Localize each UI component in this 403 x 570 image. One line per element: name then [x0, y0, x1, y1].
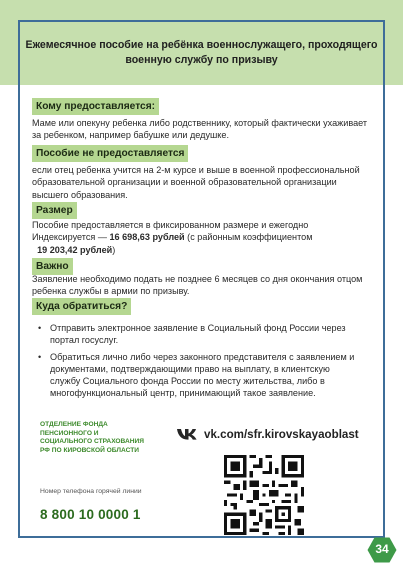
- heading-not-provided: Пособие не предоставляется: [32, 145, 188, 162]
- heading-who: Кому предоставляется:: [32, 98, 159, 115]
- text-who: Маме или опекуну ребенка либо родственнику, который фактически ухаживает за ребенком, например бабушке или дедушке.: [32, 118, 368, 141]
- title-box: [20, 22, 383, 83]
- heading-important: Важно: [32, 258, 73, 275]
- qr-code: [224, 455, 304, 535]
- hotline-label: Номер телефона горячей линии: [40, 488, 142, 495]
- vk-link[interactable]: vk.com/sfr.kirovskayaoblast: [204, 427, 359, 441]
- vk-link-row[interactable]: [176, 427, 359, 441]
- text-important: Заявление необходимо подать не позднее 6 месяцев со дня окончания отцом ребенка службы в армии по призыву.: [32, 274, 363, 297]
- vk-logo-icon: [176, 427, 198, 441]
- amount-regional-value: 19 203,42 рублей: [37, 244, 113, 255]
- text-not-provided: если отец ребенка учится на 2-м курсе и выше в военной профессиональной образовательной организации и военной образовательной организации высшего образования.: [32, 165, 360, 200]
- hotline-number[interactable]: 8 800 10 0000 1: [40, 507, 141, 522]
- list-item: • Обратиться лично либо через законного представителя с заявлением и документами, подтверждающими право на выплату, в клиентскую службу Социального фонда России по месту жительства, либо в многофункциональный центр, принимающий такое заявление.: [38, 351, 358, 400]
- where-list: [38, 322, 358, 404]
- heading-where: Куда обратиться?: [32, 298, 131, 315]
- org-name: ОТДЕЛЕНИЕ ФОНДА ПЕНСИОННОГО И СОЦИАЛЬНОГО СТРАХОВАНИЯ РФ ПО КИРОВСКОЙ ОБЛАСТИ: [40, 421, 144, 454]
- page-title: Ежемесячное пособие на ребёнка военнослужащего, проходящего военную службу по призыву: [25, 38, 378, 66]
- amount-value: 16 698,63 рублей: [109, 232, 185, 243]
- amount-text-middle: (с районным коэффициентом: [184, 232, 313, 243]
- list-item: • Отправить электронное заявление в Социальный фонд России через портал госуслуг.: [38, 322, 358, 347]
- text-amount: [32, 219, 372, 256]
- heading-amount: Размер: [32, 202, 77, 219]
- amount-text-after: ): [112, 244, 116, 255]
- page-number: 34: [375, 542, 389, 556]
- amount-text-before: Пособие предоставляется в фиксированном размере и ежегодно Индексируется —: [32, 220, 309, 243]
